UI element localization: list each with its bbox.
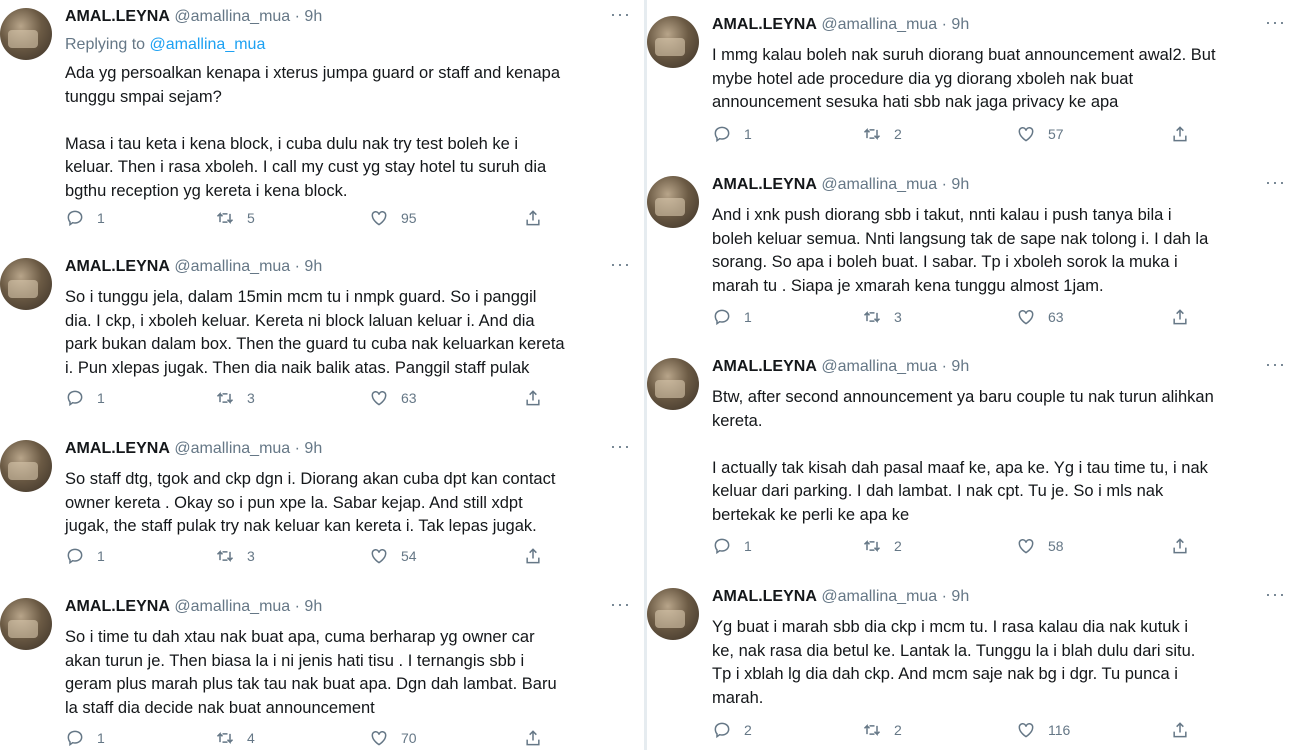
like-button[interactable] [369, 546, 417, 566]
handle-time: @amallina_mua · 9h [821, 176, 970, 193]
reply-count: 1 [97, 548, 105, 564]
retweet-button[interactable] [215, 728, 255, 748]
more-icon[interactable]: ··· [1265, 12, 1286, 32]
tweet[interactable] [0, 0, 645, 240]
reply-icon [65, 546, 85, 566]
share-icon [1170, 124, 1190, 144]
retweet-icon [215, 388, 235, 408]
retweet-button[interactable] [862, 536, 902, 556]
reply-count: 1 [744, 538, 752, 554]
handle-time: @amallina_mua · 9h [821, 358, 970, 375]
handle-time: @amallina_mua · 9h [174, 598, 323, 615]
reply-button[interactable] [65, 208, 105, 228]
retweet-button[interactable] [862, 720, 902, 740]
tweet[interactable] [647, 580, 1300, 750]
tweet-header [65, 598, 322, 616]
reply-button[interactable] [712, 124, 752, 144]
tweet-text: Ada yg persoalkan kenapa i xterus jumpa guard or staff and kenapa tunggu smpai sejam? Masa i tau keta i kena block, i cuba dulu nak try test boleh ke i keluar. Then i rasa xboleh. I call my cust yg stay hotel tu suruh dia bgthu reception yg kereta i kena block. [65, 64, 561, 200]
retweet-icon [862, 124, 882, 144]
avatar[interactable] [647, 176, 699, 228]
like-button[interactable] [1016, 307, 1064, 327]
display-name[interactable]: AMAL.LEYNA [712, 176, 817, 193]
share-button[interactable] [523, 388, 555, 408]
share-button[interactable] [1170, 124, 1202, 144]
tweet[interactable] [647, 8, 1300, 158]
reply-button[interactable] [65, 546, 105, 566]
avatar[interactable] [0, 598, 52, 650]
tweet[interactable] [647, 350, 1300, 572]
share-icon [523, 728, 543, 748]
share-button[interactable] [1170, 307, 1202, 327]
like-count: 58 [1048, 538, 1064, 554]
like-button[interactable] [1016, 720, 1070, 740]
reply-button[interactable] [712, 536, 752, 556]
display-name[interactable]: AMAL.LEYNA [712, 358, 817, 375]
reply-icon [712, 720, 732, 740]
share-button[interactable] [523, 546, 555, 566]
tweet-actions [65, 728, 545, 752]
more-icon[interactable]: ··· [610, 4, 631, 24]
tweet-actions [712, 720, 1192, 744]
like-count: 116 [1048, 722, 1071, 738]
tweet[interactable] [0, 432, 645, 582]
retweet-button[interactable] [215, 208, 255, 228]
more-icon[interactable]: ··· [1265, 354, 1286, 374]
reply-count: 1 [97, 730, 105, 746]
retweet-button[interactable] [215, 388, 255, 408]
tweet-header [712, 588, 969, 606]
reply-count: 1 [97, 210, 105, 226]
reply-count: 2 [744, 722, 752, 738]
avatar[interactable] [0, 8, 52, 60]
tweet-actions [712, 124, 1192, 148]
replying-to-handle[interactable]: @amallina_mua [149, 36, 266, 53]
tweet-header [65, 8, 322, 26]
like-count: 95 [401, 210, 417, 226]
like-count: 63 [1048, 309, 1064, 325]
retweet-count: 4 [247, 730, 255, 746]
tweet[interactable] [0, 250, 645, 420]
like-button[interactable] [369, 208, 417, 228]
reply-icon [712, 124, 732, 144]
tweet[interactable] [647, 168, 1300, 343]
tweet-text: I mmg kalau boleh nak suruh diorang buat announcement awal2. But mybe hotel ade procedure dia yg diorang xboleh nak buat announcement sesuka hati sbb nak jaga privacy ke apa [712, 46, 1216, 111]
share-icon [523, 388, 543, 408]
retweet-icon [215, 208, 235, 228]
more-icon[interactable]: ··· [610, 594, 631, 614]
retweet-icon [215, 546, 235, 566]
tweet-actions [712, 307, 1192, 331]
like-button[interactable] [1016, 124, 1064, 144]
heart-icon [1016, 536, 1036, 556]
retweet-button[interactable] [862, 124, 902, 144]
avatar[interactable] [647, 358, 699, 410]
share-icon [523, 546, 543, 566]
share-button[interactable] [1170, 536, 1202, 556]
handle-time: @amallina_mua · 9h [174, 440, 323, 457]
retweet-count: 2 [894, 126, 902, 142]
display-name[interactable]: AMAL.LEYNA [712, 16, 817, 33]
replying-to [65, 36, 265, 54]
reply-icon [712, 536, 732, 556]
heart-icon [1016, 307, 1036, 327]
share-icon [523, 208, 543, 228]
tweet-actions [65, 388, 545, 412]
retweet-button[interactable] [215, 546, 255, 566]
tweet-header [712, 176, 969, 194]
handle-time: @amallina_mua · 9h [174, 258, 323, 275]
retweet-count: 2 [894, 538, 902, 554]
avatar[interactable] [0, 440, 52, 492]
display-name[interactable]: AMAL.LEYNA [65, 258, 170, 275]
reply-count: 1 [744, 126, 752, 142]
right-column [647, 0, 1300, 750]
retweet-icon [862, 307, 882, 327]
like-count: 63 [401, 390, 417, 406]
heart-icon [369, 388, 389, 408]
tweet-text: Btw, after second announcement ya baru couple tu nak turun alihkan kereta. I actually tak kisah dah pasal maaf ke, apa ke. Yg i tau time tu, i nak keluar dari parking. I dah lambat. I nak cpt. Tu je. So i mls nak bertekak ke perli ke apa ke [712, 388, 1214, 524]
display-name[interactable]: AMAL.LEYNA [65, 8, 170, 25]
reply-button[interactable] [65, 388, 105, 408]
retweet-count: 3 [247, 390, 255, 406]
tweet[interactable] [0, 590, 645, 750]
retweet-icon [862, 720, 882, 740]
display-name[interactable]: AMAL.LEYNA [65, 598, 170, 615]
reply-button[interactable] [65, 728, 105, 748]
heart-icon [1016, 124, 1036, 144]
heart-icon [369, 208, 389, 228]
display-name[interactable]: AMAL.LEYNA [712, 588, 817, 605]
reply-icon [712, 307, 732, 327]
share-button[interactable] [523, 728, 555, 748]
share-button[interactable] [523, 208, 555, 228]
avatar[interactable] [647, 588, 699, 640]
left-column [0, 0, 645, 750]
reply-button[interactable] [712, 720, 752, 740]
reply-icon [65, 208, 85, 228]
handle-time: @amallina_mua · 9h [821, 588, 970, 605]
like-button[interactable] [1016, 536, 1064, 556]
retweet-count: 5 [247, 210, 255, 226]
like-count: 54 [401, 548, 417, 564]
tweet-text: So i time tu dah xtau nak buat apa, cuma berharap yg owner car akan turun je. Then biasa la i ni jenis hati tisu . I ternangis sbb i geram plus marah plus tak tau nak buat apa. Dgn dah lambat. Baru la staff dia decide nak buat announcement [65, 628, 557, 717]
heart-icon [369, 728, 389, 748]
share-icon [1170, 536, 1190, 556]
tweet-header [65, 258, 322, 276]
tweet-header [65, 440, 322, 458]
more-icon[interactable]: ··· [1265, 584, 1286, 604]
heart-icon [369, 546, 389, 566]
like-button[interactable] [369, 388, 417, 408]
reply-button[interactable] [712, 307, 752, 327]
avatar[interactable] [0, 258, 52, 310]
share-button[interactable] [1170, 720, 1202, 740]
like-count: 57 [1048, 126, 1064, 142]
heart-icon [1016, 720, 1036, 740]
avatar[interactable] [647, 16, 699, 68]
more-icon[interactable]: ··· [610, 254, 631, 274]
retweet-icon [862, 536, 882, 556]
like-count: 70 [401, 730, 417, 746]
retweet-count: 3 [247, 548, 255, 564]
like-button[interactable] [369, 728, 417, 748]
replying-to-label: Replying to [65, 36, 150, 53]
tweet-text: And i xnk push diorang sbb i takut, nnti kalau i push tanya bila i boleh keluar semua. Nnti langsung tak de sape nak tolong i. I dah la sorang. So apa i boleh buat. I sabar. Tp i xboleh sorok la muka i marah tu . Siapa je xmarah kena tunggu almost 1jam. [712, 206, 1209, 295]
retweet-count: 2 [894, 722, 902, 738]
retweet-count: 3 [894, 309, 902, 325]
tweet-header [712, 16, 969, 34]
reply-count: 1 [97, 390, 105, 406]
tweet-text: So staff dtg, tgok and ckp dgn i. Diorang akan cuba dpt kan contact owner kereta . Okay so i pun xpe la. Sabar kejap. And still xdpt jugak, the staff pulak try nak keluar kan kereta i. Tak lepas jugak. [65, 470, 556, 535]
reply-icon [65, 388, 85, 408]
more-icon[interactable]: ··· [610, 436, 631, 456]
retweet-button[interactable] [862, 307, 902, 327]
tweet-actions [712, 536, 1192, 560]
tweet-header [712, 358, 969, 376]
tweet-actions [65, 208, 545, 232]
share-icon [1170, 307, 1190, 327]
handle-time: @amallina_mua · 9h [821, 16, 970, 33]
tweet-actions [65, 546, 545, 570]
handle-time: @amallina_mua · 9h [174, 8, 323, 25]
tweet-text: So i tunggu jela, dalam 15min mcm tu i nmpk guard. So i panggil dia. I ckp, i xboleh keluar. Kereta ni block laluan keluar i. And dia park bukan dalam box. Then the guard tu cuba nak keluarkan kereta i. Pun xlepas jugak. Then dia naik balik atas. Panggil staff pulak [65, 288, 565, 377]
share-icon [1170, 720, 1190, 740]
tweet-text: Yg buat i marah sbb dia ckp i mcm tu. I rasa kalau dia nak kutuk i ke, nak rasa dia betul ke. Lantak la. Tunggu la i blah dulu dari situ. Tp i xblah lg dia dah ckp. And mcm saje nak bg i dgr. Tu punca i marah. [712, 618, 1196, 707]
retweet-icon [215, 728, 235, 748]
reply-icon [65, 728, 85, 748]
more-icon[interactable]: ··· [1265, 172, 1286, 192]
reply-count: 1 [744, 309, 752, 325]
display-name[interactable]: AMAL.LEYNA [65, 440, 170, 457]
